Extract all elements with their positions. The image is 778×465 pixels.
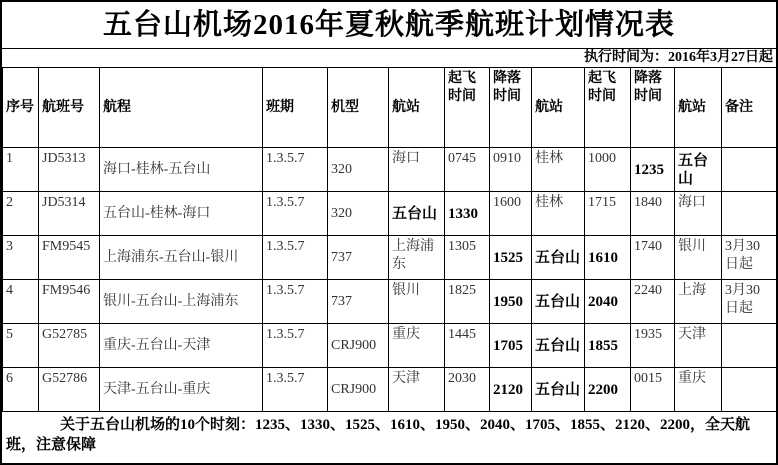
column-header: 航班号 [39,68,100,148]
table-cell: 1855 [585,324,631,368]
table-cell: 1610 [585,236,631,280]
table-cell: 五台山 [532,280,585,324]
column-header: 航站 [389,68,445,148]
table-cell: 3月30日起 [722,236,777,280]
table-cell [722,148,777,192]
table-row [3,148,777,192]
column-header: 航程 [100,68,263,148]
table-cell: 1445 [445,324,490,368]
table-cell: 银川 [389,280,445,324]
table-cell: 1.3.5.7 [263,192,328,236]
table-cell: 五台山 [532,236,585,280]
table-cell: 1525 [490,236,532,280]
column-header: 班期 [263,68,328,148]
table-row [3,192,777,236]
table-cell: CRJ900 [328,324,389,368]
table-cell [722,368,777,412]
table-cell: 0015 [631,368,675,412]
table-cell [722,324,777,368]
table-cell: 海口 [389,148,445,192]
table-row [3,368,777,412]
footer-slots-note: 关于五台山机场的10个时刻：1235、1330、1525、1610、1950、2040、1705、1855、2120、2200，全天航班，注意保障 [6,417,751,453]
table-cell: 五台山 [532,368,585,412]
column-header: 机型 [328,68,389,148]
table-cell: 320 [328,148,389,192]
table-cell: 上海浦东-五台山-银川 [100,236,263,280]
table-cell: 1.3.5.7 [263,236,328,280]
table-row [3,280,777,324]
table-header-row [3,68,777,148]
table-cell: FM9545 [39,236,100,280]
table-cell: 天津-五台山-重庆 [100,368,263,412]
table-cell: 1950 [490,280,532,324]
table-cell: 1.3.5.7 [263,280,328,324]
table-cell: 1740 [631,236,675,280]
table-cell: 重庆-五台山-天津 [100,324,263,368]
table-cell: 6 [3,368,39,412]
table-cell: 重庆 [675,368,722,412]
table-cell: 3月30日起 [722,280,777,324]
flight-schedule-table [2,67,777,412]
table-body [3,148,777,412]
table-cell: 上海浦东 [389,236,445,280]
table-cell: 737 [328,280,389,324]
table-cell: 1715 [585,192,631,236]
table-cell: 桂林 [532,148,585,192]
execution-date-note: 执行时间为：2016年3月27日起 [584,50,773,65]
table-cell: 0910 [490,148,532,192]
table-cell: 1305 [445,236,490,280]
table-cell: 1 [3,148,39,192]
table-cell: 五台山 [675,148,722,192]
table-cell [722,192,777,236]
table-row [3,324,777,368]
table-cell: 2040 [585,280,631,324]
column-header: 降落时间 [490,68,532,148]
table-cell: 4 [3,280,39,324]
table-cell: 0745 [445,148,490,192]
column-header: 备注 [722,68,777,148]
table-cell: 3 [3,236,39,280]
table-cell: 1.3.5.7 [263,148,328,192]
table-cell: 1330 [445,192,490,236]
table-cell: FM9546 [39,280,100,324]
table-cell: 海口 [675,192,722,236]
table-cell: 1.3.5.7 [263,324,328,368]
column-header: 序号 [3,68,39,148]
table-cell: 天津 [389,368,445,412]
table-cell: 银川-五台山-上海浦东 [100,280,263,324]
table-cell: 1705 [490,324,532,368]
column-header: 航站 [675,68,722,148]
column-header: 航站 [532,68,585,148]
table-cell: 1840 [631,192,675,236]
table-cell: 银川 [675,236,722,280]
table-cell: G52785 [39,324,100,368]
table-header [3,68,777,148]
table-cell: 1935 [631,324,675,368]
table-cell: 五台山 [389,192,445,236]
table-cell: 1600 [490,192,532,236]
table-cell: 1000 [585,148,631,192]
table-cell: 重庆 [389,324,445,368]
table-cell: 1.3.5.7 [263,368,328,412]
table-cell: 五台山-桂林-海口 [100,192,263,236]
page-title: 五台山机场2016年夏秋航季航班计划情况表 [2,2,776,49]
table-cell: 2240 [631,280,675,324]
table-cell: 320 [328,192,389,236]
table-cell: JD5314 [39,192,100,236]
table-cell: 2030 [445,368,490,412]
column-header: 起飞时间 [585,68,631,148]
table-cell: 海口-桂林-五台山 [100,148,263,192]
table-cell: CRJ900 [328,368,389,412]
table-cell: 1235 [631,148,675,192]
table-row [3,236,777,280]
table-cell: 五台山 [532,324,585,368]
table-cell: 1825 [445,280,490,324]
table-cell: 上海 [675,280,722,324]
column-header: 降落时间 [631,68,675,148]
table-cell: 天津 [675,324,722,368]
table-cell: JD5313 [39,148,100,192]
table-cell: 桂林 [532,192,585,236]
table-cell: 737 [328,236,389,280]
column-header: 起飞时间 [445,68,490,148]
table-cell: 5 [3,324,39,368]
table-cell: 2 [3,192,39,236]
table-cell: G52786 [39,368,100,412]
table-cell: 2200 [585,368,631,412]
table-cell: 2120 [490,368,532,412]
